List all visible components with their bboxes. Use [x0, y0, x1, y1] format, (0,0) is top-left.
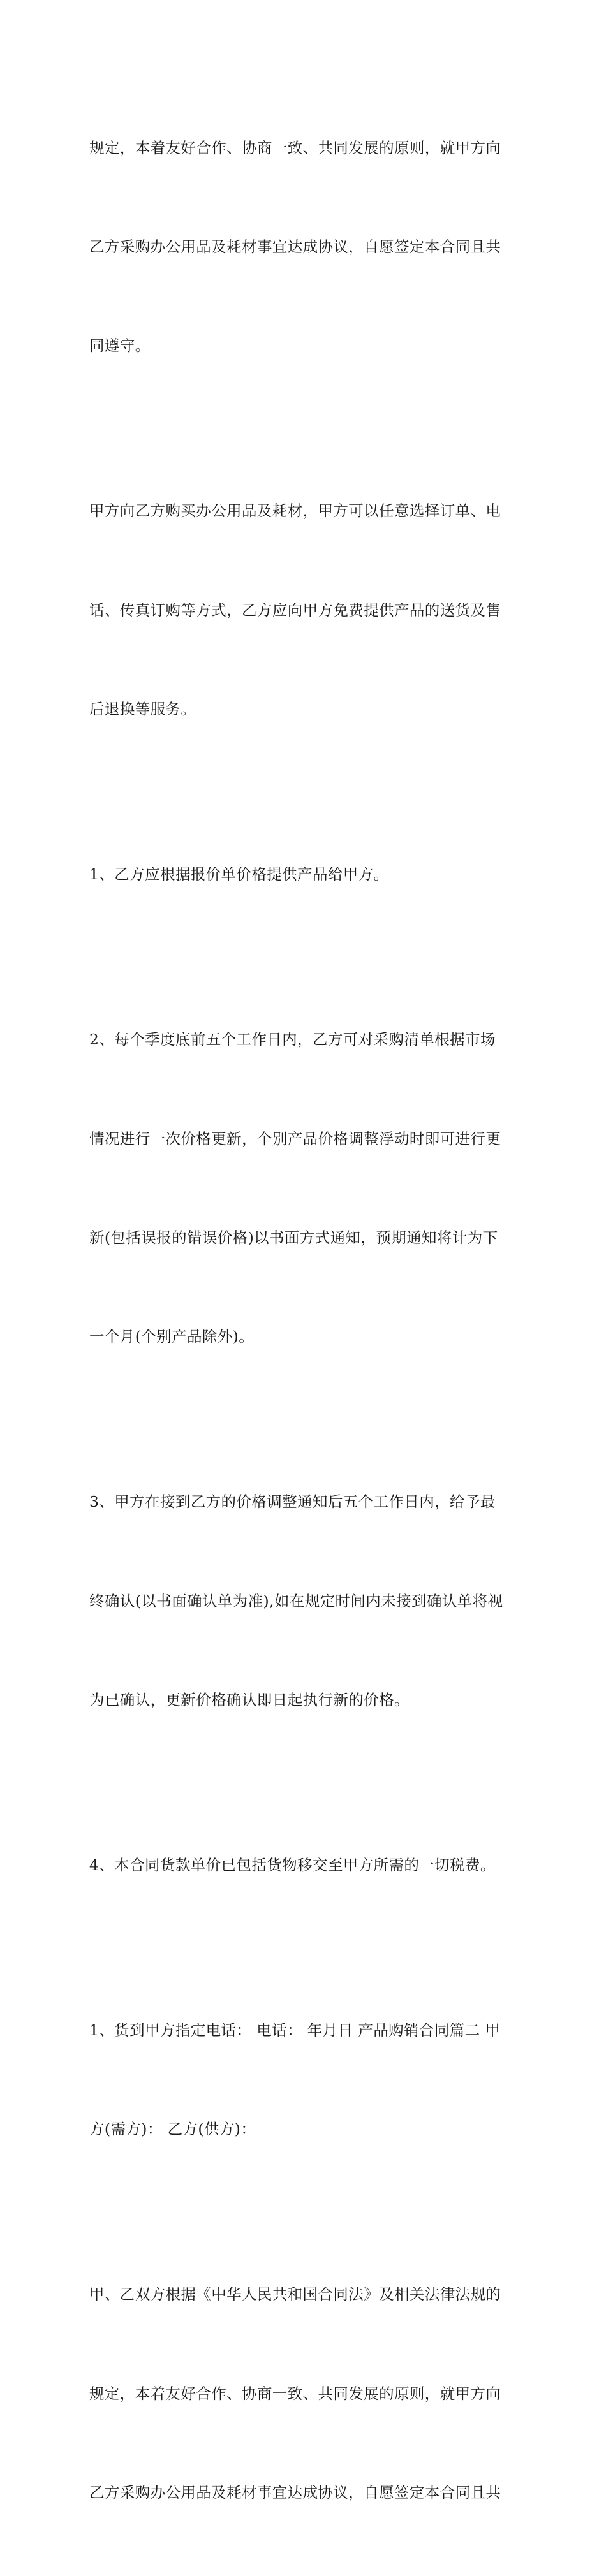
- clause-2-price-update: [89, 958, 523, 1420]
- paragraph-purchase-method: [89, 429, 523, 793]
- text-line: 终确认(以书面确认单为准),如在规定时间内未接到确认单将视: [89, 1592, 503, 1610]
- clause-4-taxes: [89, 1783, 523, 1948]
- text-line: 甲、乙双方根据《中华人民共和国合同法》及相关法律法规的: [89, 2285, 501, 2304]
- text-line: 情况进行一次价格更新，个别产品价格调整浮动时即可进行更: [89, 1129, 501, 1148]
- text-line: 4、本合同货款单价已包括货物移交至甲方所需的一切税费。: [89, 1856, 496, 1875]
- paragraph-legal-basis: [89, 2213, 523, 2576]
- text-line: 一个月(个别产品除外)。: [89, 1328, 255, 1346]
- clause-1-price-list: [89, 793, 523, 958]
- text-line: 3、甲方在接到乙方的价格调整通知后五个工作日内，给予最: [89, 1493, 496, 1511]
- text-line: 2、每个季度底前五个工作日内，乙方可对采购清单根据市场: [89, 1030, 496, 1049]
- text-line: 乙方采购办公用品及耗材事宜达成协议，自愿签定本合同且共: [89, 237, 501, 256]
- paragraph-principle: [89, 66, 523, 429]
- text-line: 话、传真订购等方式，乙方应向甲方免费提供产品的送货及售: [89, 601, 501, 619]
- text-line: 1、乙方应根据报价单价格提供产品给甲方。: [89, 865, 389, 884]
- document-body: [89, 66, 523, 2576]
- clause-delivery-contact: [89, 1948, 523, 2212]
- text-line: 方(需方)： 乙方(供方)：: [89, 2120, 256, 2139]
- text-line: 新(包括误报的错误价格)以书面方式通知，预期通知将计为下: [89, 1228, 498, 1247]
- text-line: 同遵守。: [89, 337, 151, 355]
- text-line: 为已确认，更新价格确认即日起执行新的价格。: [89, 1691, 410, 1709]
- text-line: 甲方向乙方购买办公用品及耗材，甲方可以任意选择订单、电: [89, 502, 501, 520]
- text-line: 规定，本着友好合作、协商一致、共同发展的原则，就甲方向: [89, 138, 501, 157]
- text-line: 1、货到甲方指定电话： 电话： 年月日 产品购销合同篇二 甲: [89, 2021, 501, 2040]
- text-line: 后退换等服务。: [89, 700, 196, 719]
- text-line: 规定，本着友好合作、协商一致、共同发展的原则，就甲方向: [89, 2384, 501, 2403]
- clause-3-confirmation: [89, 1420, 523, 1783]
- text-line: 乙方采购办公用品及耗材事宜达成协议，自愿签定本合同且共: [89, 2484, 501, 2502]
